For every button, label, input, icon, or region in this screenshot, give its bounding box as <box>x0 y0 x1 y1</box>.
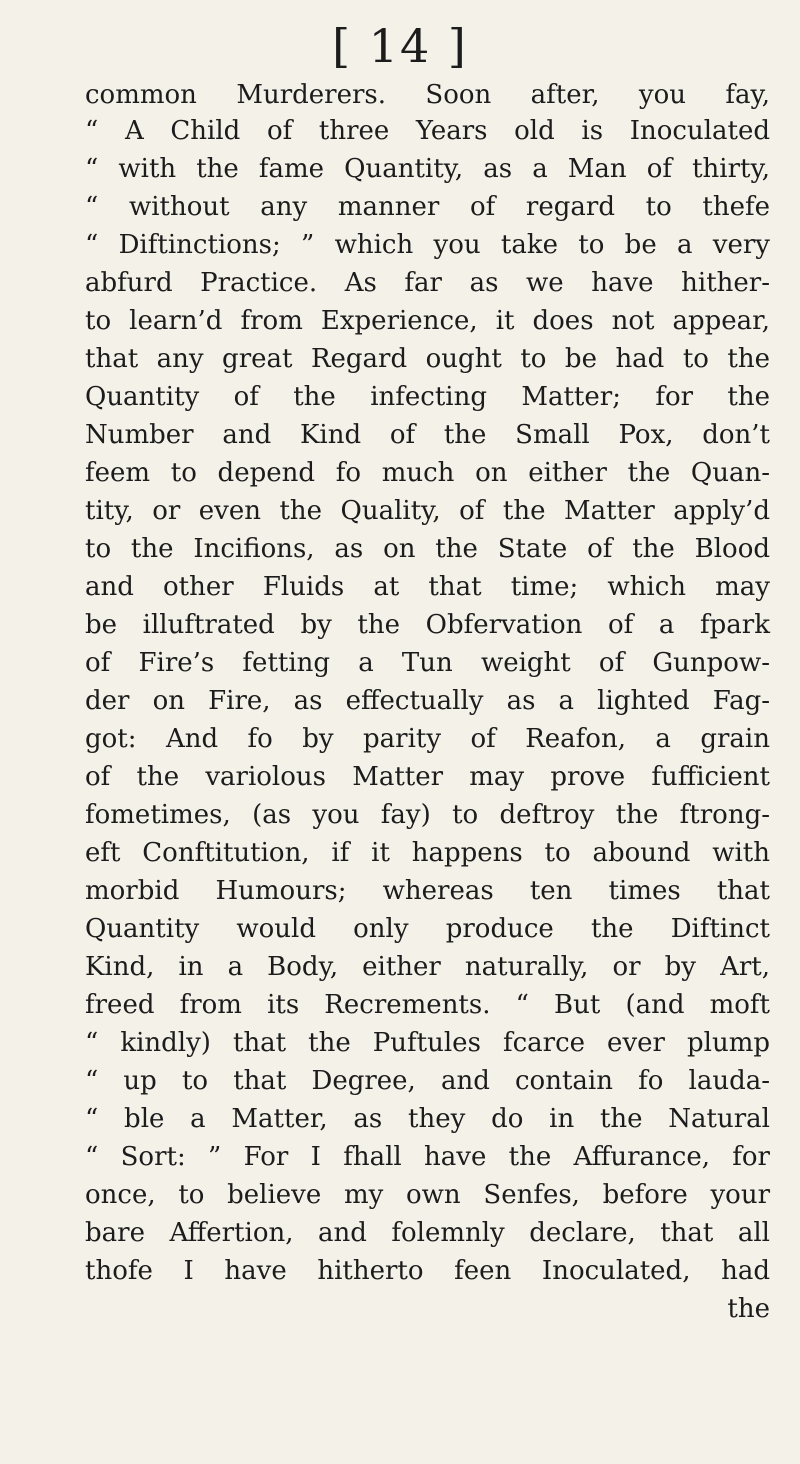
text-line: bare Affertion, and folemnly declare, that all <box>85 1218 770 1248</box>
text-line: “ ble a Matter, as they do in the Natural <box>85 1104 770 1134</box>
text-line: der on Fire, as effectually as a lighted Fag- <box>85 686 770 716</box>
text-line: Quantity of the infecting Matter; for the <box>85 382 770 412</box>
text-line: that any great Regard ought to be had to the <box>85 344 770 374</box>
text-line: “ Sort: ” For I fhall have the Affurance, for <box>85 1142 770 1172</box>
text-line: once, to believe my own Senfes, before your <box>85 1180 770 1210</box>
text-line: “ with the fame Quantity, as a Man of thirty, <box>85 154 770 184</box>
text-line: abfurd Practice. As far as we have hither- <box>85 268 770 298</box>
text-line: tity, or even the Quality, of the Matter apply’d <box>85 496 770 526</box>
text-line: “ Diftinctions; ” which you take to be a very <box>85 230 770 260</box>
text-line: and other Fluids at that time; which may <box>85 572 770 602</box>
text-line: “ up to that Degree, and contain fo lauda- <box>85 1066 770 1096</box>
text-line: fometimes, (as you fay) to deftroy the ftrong- <box>85 800 770 830</box>
text-line: morbid Humours; whereas ten times that <box>85 876 770 906</box>
text-line: eft Conftitution, if it happens to abound with <box>85 838 770 868</box>
text-line: Number and Kind of the Small Pox, don’t <box>85 420 770 450</box>
text-line: got: And fo by parity of Reafon, a grain <box>85 724 770 754</box>
text-line: freed from its Recrements. “ But (and moft <box>85 990 770 1020</box>
text-line: to learn’d from Experience, it does not appear, <box>85 306 770 336</box>
text-line: “ kindly) that the Puftules fcarce ever plump <box>85 1028 770 1058</box>
text-line: common Murderers. Soon after, you fay, <box>85 80 770 110</box>
text-line: of the variolous Matter may prove fufficient <box>85 762 770 792</box>
text-line: thofe I have hitherto feen Inoculated, had <box>85 1256 770 1286</box>
text-line: “ without any manner of regard to thefe <box>85 192 770 222</box>
text-line: be illuftrated by the Obfervation of a fpark <box>85 610 770 640</box>
text-line: of Fire’s fetting a Tun weight of Gunpow- <box>85 648 770 678</box>
text-line: “ A Child of three Years old is Inoculated <box>85 116 770 146</box>
text-line: feem to depend fo much on either the Quan- <box>85 458 770 488</box>
catchword: the <box>727 1294 770 1324</box>
text-line: Quantity would only produce the Diftinct <box>85 914 770 944</box>
page-number: [ 14 ] <box>332 19 468 73</box>
text-line: Kind, in a Body, either naturally, or by Art, <box>85 952 770 982</box>
text-line: to the Incifions, as on the State of the Blood <box>85 534 770 564</box>
